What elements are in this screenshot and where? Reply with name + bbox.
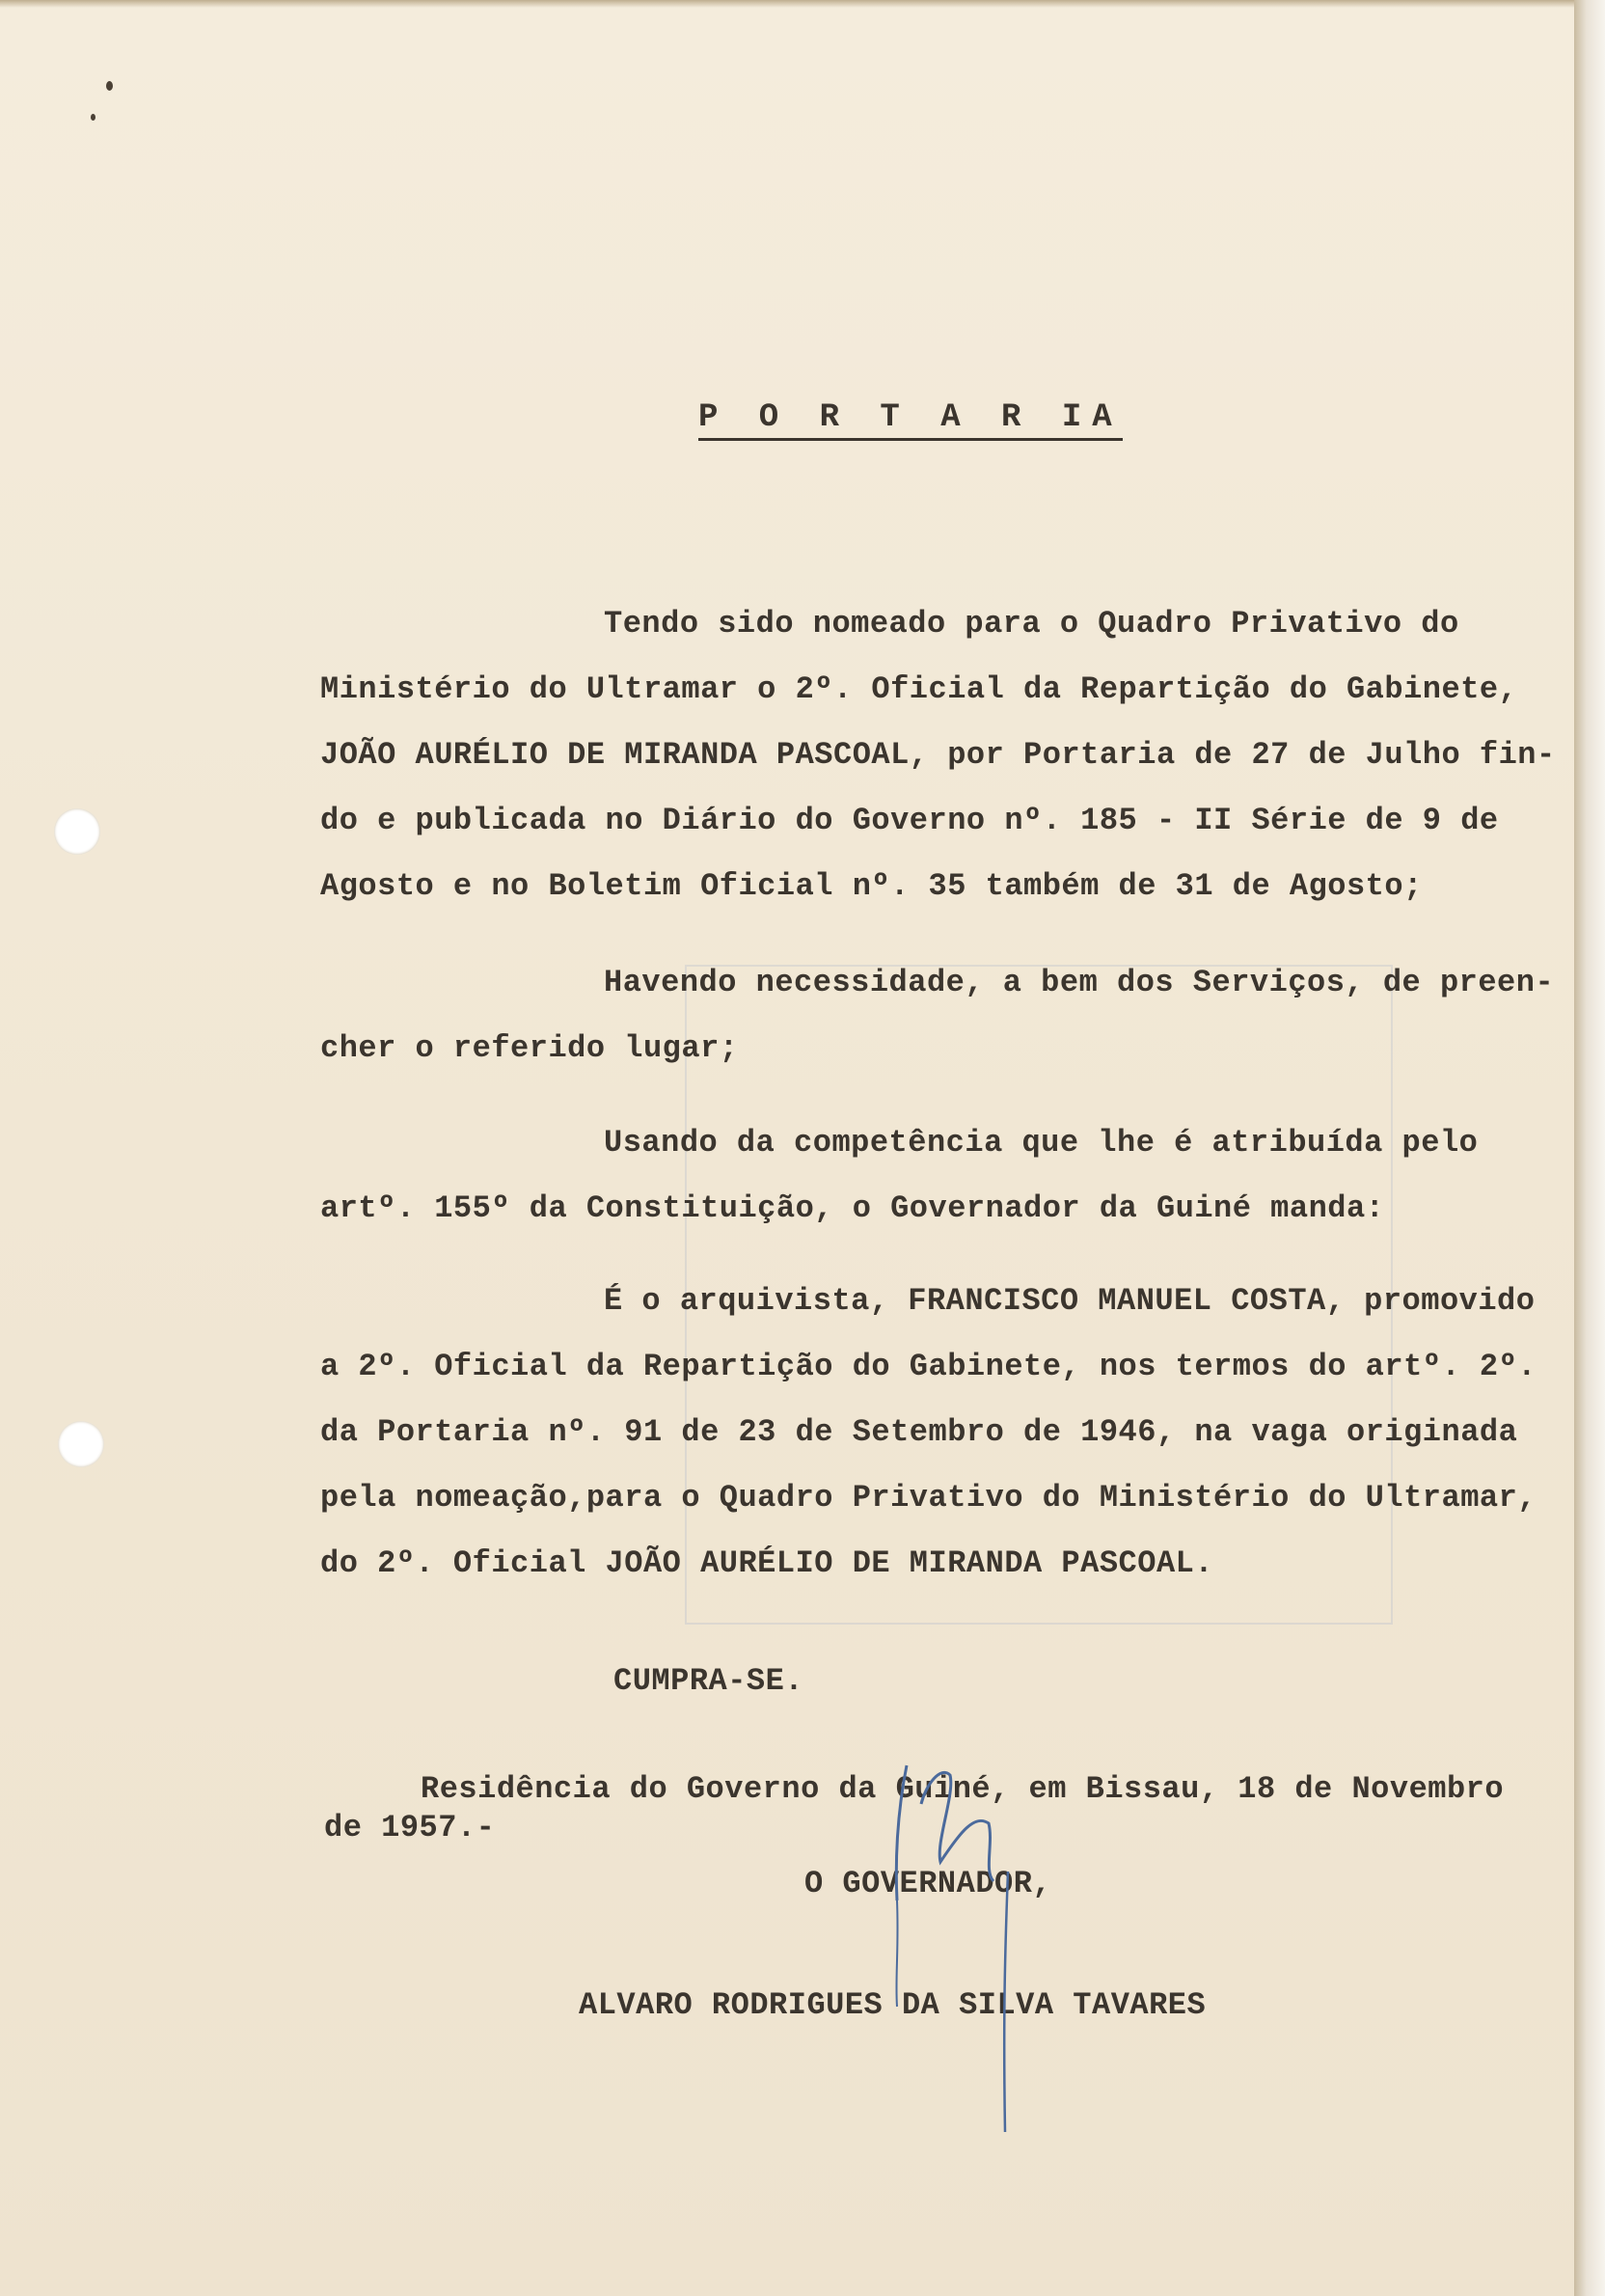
place-date-line: de 1957.-	[324, 1810, 496, 1845]
paper-top-edge	[0, 0, 1574, 8]
signatory-title: O GOVERNADOR,	[804, 1866, 1052, 1901]
paragraph-line: artº. 155º da Constituição, o Governador da Guiné manda:	[320, 1190, 1385, 1226]
paragraph-line: Ministério do Ultramar o 2º. Oficial da Repartição do Gabinete,	[320, 671, 1518, 707]
paragraph-line: a 2º. Oficial da Repartição do Gabinete, nos termos do artº. 2º.	[320, 1349, 1537, 1384]
ink-speck	[91, 114, 95, 121]
place-date-line: Residência do Governo da Guiné, em Bissau, 18 de Novembro	[421, 1771, 1505, 1807]
paragraph-line: Tendo sido nomeado para o Quadro Privativo do	[604, 606, 1459, 642]
paper-right-edge	[1574, 0, 1605, 2296]
paragraph-line: Agosto e no Boletim Oficial nº. 35 também de 31 de Agosto;	[320, 868, 1423, 904]
paragraph-line: Havendo necessidade, a bem dos Serviços, de preen-	[604, 965, 1555, 1000]
punch-hole	[54, 808, 100, 855]
paragraph-line: Usando da competência que lhe é atribuída pelo	[604, 1125, 1479, 1161]
handwritten-signature	[868, 1727, 1061, 2151]
paragraph-line: JOÃO AURÉLIO DE MIRANDA PASCOAL, por Portaria de 27 de Julho fin-	[320, 737, 1556, 773]
paragraph-line: do e publicada no Diário do Governo nº. 185 - II Série de 9 de	[320, 803, 1499, 838]
punch-hole	[58, 1421, 104, 1467]
ink-speck	[106, 81, 113, 91]
paragraph-line: cher o referido lugar;	[320, 1030, 739, 1066]
signatory-name: ALVARO RODRIGUES DA SILVA TAVARES	[579, 1987, 1207, 2023]
document-title: P O R T A R IA	[698, 399, 1123, 441]
paragraph-line: pela nomeação,para o Quadro Privativo do Ministério do Ultramar,	[320, 1480, 1537, 1516]
paragraph-line: É o arquivista, FRANCISCO MANUEL COSTA, promovido	[604, 1283, 1536, 1319]
paragraph-line: do 2º. Oficial JOÃO AURÉLIO DE MIRANDA PASCOAL.	[320, 1545, 1214, 1581]
paragraph-line: da Portaria nº. 91 de 23 de Setembro de 1946, na vaga originada	[320, 1414, 1518, 1450]
closing-formula: CUMPRA-SE.	[613, 1663, 804, 1699]
